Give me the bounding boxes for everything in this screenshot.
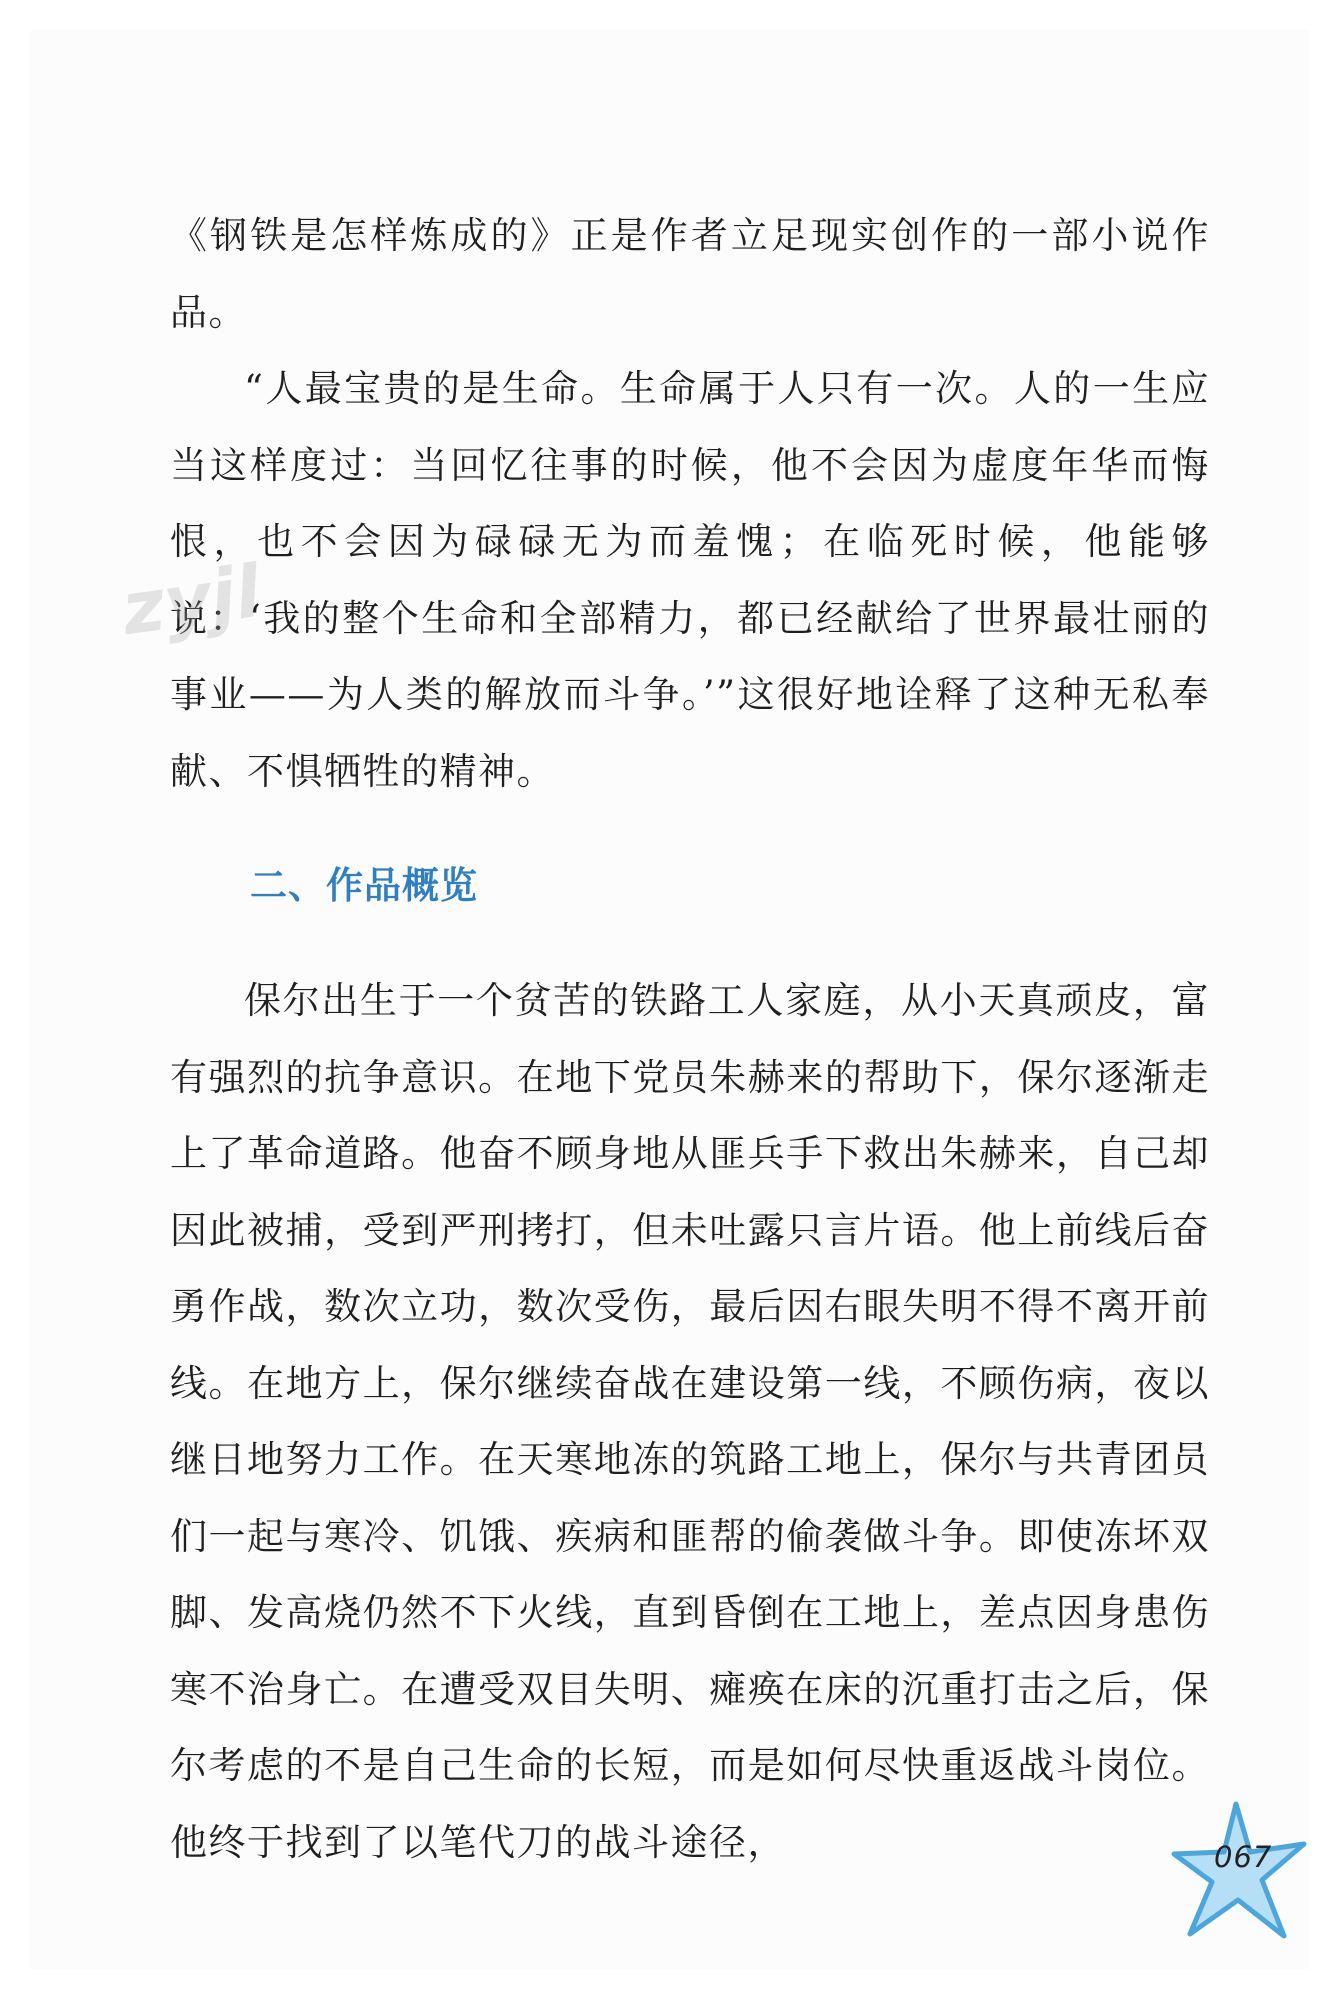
paragraph-intro: 《钢铁是怎样炼成的》正是作者立足现实创作的一部小说作品。 bbox=[170, 214, 1210, 334]
page-number: 067 bbox=[1214, 1840, 1273, 1874]
paragraph-overview: 保尔出生于一个贫苦的铁路工人家庭，从小天真顽皮，富有强烈的抗争意识。在地下党员朱赫来的帮助下，保尔逐渐走上了革命道路。他奋不顾身地从匪兵手下救出朱赫来，自己却因此被捕，受到严刑拷打，但未吐露只言片语。他上前线后奋勇作战，数次立功，数次受伤，最后因右眼失明不得不离开前线。在地方上，保尔继续奋战在建设第一线，不顾伤病，夜以继日地努力工作。在天寒地冻的筑路工地上，保尔与共青团员们一起与寒冷、饥饿、疾病和匪帮的偷袭做斗争。即使冻坏双脚、发高烧仍然不下火线，直到昏倒在工地上，差点因身患伤寒不治身亡。在遭受双目失明、瘫痪在床的沉重打击之后，保尔考虑的不是自己生命的长短，而是如何尽快重返战斗岗位。他终于找到了以笔代刀的战斗途径， bbox=[170, 979, 1210, 1864]
book-page bbox=[30, 30, 1309, 1969]
watermark-logo: zyjl bbox=[116, 548, 266, 652]
page-content bbox=[170, 198, 1210, 1881]
paragraph-quote: “人最宝贵的是生命。生命属于人只有一次。人的一生应当这样度过：当回忆往事的时候，他不会因为虚度年华而悔恨，也不会因为碌碌无为而羞愧；在临死时候，他能够说：‘我的整个生命和全部精力，都已经献给了世界最壮丽的事业——为人类的解放而斗争。’”这很好地诠释了这种无私奉献、不惧牺牲的精神。 bbox=[170, 367, 1210, 793]
section-heading: 二、作品概览 bbox=[250, 864, 478, 907]
